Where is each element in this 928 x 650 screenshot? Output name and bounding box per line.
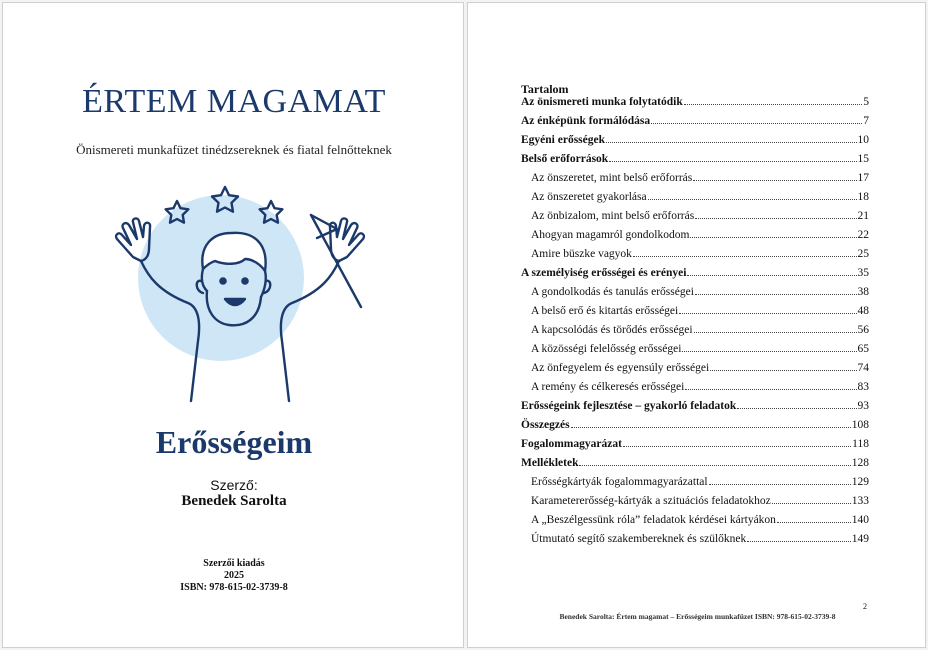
toc-entry-page: 83 bbox=[857, 381, 869, 393]
toc-entry[interactable] bbox=[521, 419, 869, 438]
toc-entry-page: 35 bbox=[857, 267, 869, 279]
toc-entry[interactable] bbox=[521, 514, 869, 533]
book-title: Erősségeim bbox=[155, 424, 313, 460]
toc-entry-page: 129 bbox=[851, 476, 869, 488]
toc-entry-page: 93 bbox=[857, 400, 869, 412]
toc-entry-page: 133 bbox=[851, 495, 869, 507]
toc-leader-dots bbox=[651, 123, 862, 124]
toc-entry-page: 108 bbox=[851, 419, 869, 431]
toc-leader-dots bbox=[606, 142, 856, 143]
toc-entry-title: Ahogyan magamról gondolkodom bbox=[531, 229, 690, 241]
toc-page bbox=[467, 2, 926, 648]
isbn: ISBN: 978-615-02-3739-8 bbox=[180, 582, 288, 593]
toc-entry[interactable] bbox=[521, 172, 869, 191]
toc-entry-title: Útmutató segítő szakembereknek és szülőknek bbox=[531, 533, 747, 545]
toc-leader-dots bbox=[679, 313, 856, 314]
toc-entry-page: 5 bbox=[863, 96, 869, 108]
toc-entry-title: Az önfegyelem és egyensúly erősségei bbox=[531, 362, 710, 374]
toc-entry-title: Az önismereti munka folytatódik bbox=[521, 96, 683, 108]
toc-entry-page: 22 bbox=[857, 229, 869, 241]
toc-entry-page: 149 bbox=[851, 533, 869, 545]
toc-leader-dots bbox=[682, 351, 856, 352]
toc-leader-dots bbox=[579, 465, 850, 466]
toc-leader-dots bbox=[777, 522, 851, 523]
toc-entry-title: Mellékletek bbox=[521, 457, 579, 469]
toc-entry[interactable] bbox=[521, 362, 869, 381]
toc-entry-title: Erősségeink fejlesztése – gyakorló feladatok bbox=[521, 400, 737, 412]
toc-entry-title: A belső erő és kitartás erősségei bbox=[531, 305, 679, 317]
toc-entry[interactable] bbox=[521, 286, 869, 305]
toc-leader-dots bbox=[694, 332, 857, 333]
series-title: ÉRTEM MAGAMAT bbox=[82, 83, 386, 120]
toc-entry[interactable] bbox=[521, 210, 869, 229]
toc-entry-title: Belső erőforrások bbox=[521, 153, 609, 165]
toc-entry-title: Az önbizalom, mint belső erőforrás bbox=[531, 210, 695, 222]
toc-entry-page: 18 bbox=[857, 191, 869, 203]
toc-entry-title: A személyiség erősségei és erényei bbox=[521, 267, 687, 279]
toc-entry-title: A gondolkodás és tanulás erősségei bbox=[531, 286, 694, 298]
toc-entry[interactable] bbox=[521, 476, 869, 495]
toc-leader-dots bbox=[633, 256, 857, 257]
subtitle: Önismereti munkafüzet tinédzsereknek és fiatal felnőtteknek bbox=[76, 142, 392, 157]
toc-entry-page: 17 bbox=[857, 172, 869, 184]
toc-entry-title: Az önszeretet gyakorlása bbox=[531, 191, 647, 203]
toc-leader-dots bbox=[648, 199, 857, 200]
toc-leader-dots bbox=[690, 237, 856, 238]
page-footer: Benedek Sarolta: Értem magamat – Erősségeim munkafüzet ISBN: 978-615-02-3739-8 bbox=[559, 612, 836, 621]
toc-entry-title: Erősségkártyák fogalommagyarázattal bbox=[531, 476, 708, 488]
toc-entry-title: A kapcsolódás és törődés erősségei bbox=[531, 324, 693, 336]
toc-entry-title: Egyéni erősségek bbox=[521, 134, 606, 146]
toc-entry-page: 56 bbox=[857, 324, 869, 336]
toc-entry-page: 7 bbox=[863, 115, 869, 127]
toc-title: Tartalom bbox=[521, 82, 569, 96]
toc-entry[interactable] bbox=[521, 305, 869, 324]
toc-leader-dots bbox=[709, 484, 851, 485]
toc-entry-page: 21 bbox=[857, 210, 869, 222]
cover-page bbox=[2, 2, 464, 648]
publisher: Szerzői kiadás bbox=[203, 558, 265, 569]
toc-leader-dots bbox=[571, 427, 851, 428]
toc-leader-dots bbox=[695, 218, 856, 219]
toc-entry-title: Az énképünk formálódása bbox=[521, 115, 651, 127]
toc-entry-page: 10 bbox=[857, 134, 869, 146]
toc-entry-title: A „Beszélgessünk róla” feladatok kérdései kártyákon bbox=[531, 514, 776, 526]
toc-entry-title: Karametererősség-kártyák a szituációs feladatokhoz bbox=[531, 495, 771, 507]
toc-entry[interactable] bbox=[521, 533, 869, 552]
toc-leader-dots bbox=[772, 503, 851, 504]
toc-leader-dots bbox=[609, 161, 856, 162]
toc-entry[interactable] bbox=[521, 400, 869, 419]
author-label: Szerző: bbox=[210, 477, 258, 493]
toc-leader-dots bbox=[684, 104, 863, 105]
toc-leader-dots bbox=[695, 294, 857, 295]
toc-leader-dots bbox=[623, 446, 851, 447]
toc-entry[interactable] bbox=[521, 267, 869, 286]
toc-entry-page: 15 bbox=[857, 153, 869, 165]
toc-entry-page: 128 bbox=[851, 457, 869, 469]
toc-entry-page: 74 bbox=[857, 362, 869, 374]
author-name: Benedek Sarolta bbox=[181, 493, 287, 509]
toc-leader-dots bbox=[737, 408, 856, 409]
toc-entry[interactable] bbox=[521, 153, 869, 172]
toc-entry[interactable] bbox=[521, 343, 869, 362]
smiling-child-icon bbox=[103, 181, 383, 406]
toc-entry[interactable] bbox=[521, 324, 869, 343]
toc-entry[interactable] bbox=[521, 191, 869, 210]
toc-entry-page: 38 bbox=[857, 286, 869, 298]
toc-entry-page: 48 bbox=[857, 305, 869, 317]
toc-entry-title: Összegzés bbox=[521, 419, 570, 431]
toc-leader-dots bbox=[693, 180, 856, 181]
toc-leader-dots bbox=[710, 370, 856, 371]
toc-entry[interactable] bbox=[521, 381, 869, 400]
toc-leader-dots bbox=[687, 275, 856, 276]
publication-info bbox=[3, 558, 465, 594]
toc-entry-page: 118 bbox=[852, 438, 869, 450]
toc-entry-page: 65 bbox=[857, 343, 869, 355]
toc-entry-title: Fogalommagyarázat bbox=[521, 438, 622, 450]
toc-entry[interactable] bbox=[521, 134, 869, 153]
toc-entry[interactable] bbox=[521, 115, 869, 134]
toc-entry[interactable] bbox=[521, 438, 869, 457]
page-number: 2 bbox=[863, 602, 867, 611]
toc-entry[interactable] bbox=[521, 457, 869, 476]
toc-leader-dots bbox=[685, 389, 856, 390]
toc-entry[interactable] bbox=[521, 495, 869, 514]
toc-entry-page: 25 bbox=[857, 248, 869, 260]
toc-entry-title: A közösségi felelősség erősségei bbox=[531, 343, 682, 355]
toc-entry[interactable] bbox=[521, 229, 869, 248]
toc-entry-title: A remény és célkeresés erősségei bbox=[531, 381, 685, 393]
toc-entry-title: Amire büszke vagyok bbox=[531, 248, 632, 260]
year: 2025 bbox=[224, 570, 244, 581]
toc-entry-page: 140 bbox=[851, 514, 869, 526]
toc-leader-dots bbox=[747, 541, 851, 542]
table-of-contents bbox=[521, 96, 869, 552]
toc-entry-title: Az önszeretet, mint belső erőforrás bbox=[531, 172, 693, 184]
right-hand-icon bbox=[330, 218, 364, 261]
toc-entry[interactable] bbox=[521, 248, 869, 267]
toc-entry[interactable] bbox=[521, 96, 869, 115]
